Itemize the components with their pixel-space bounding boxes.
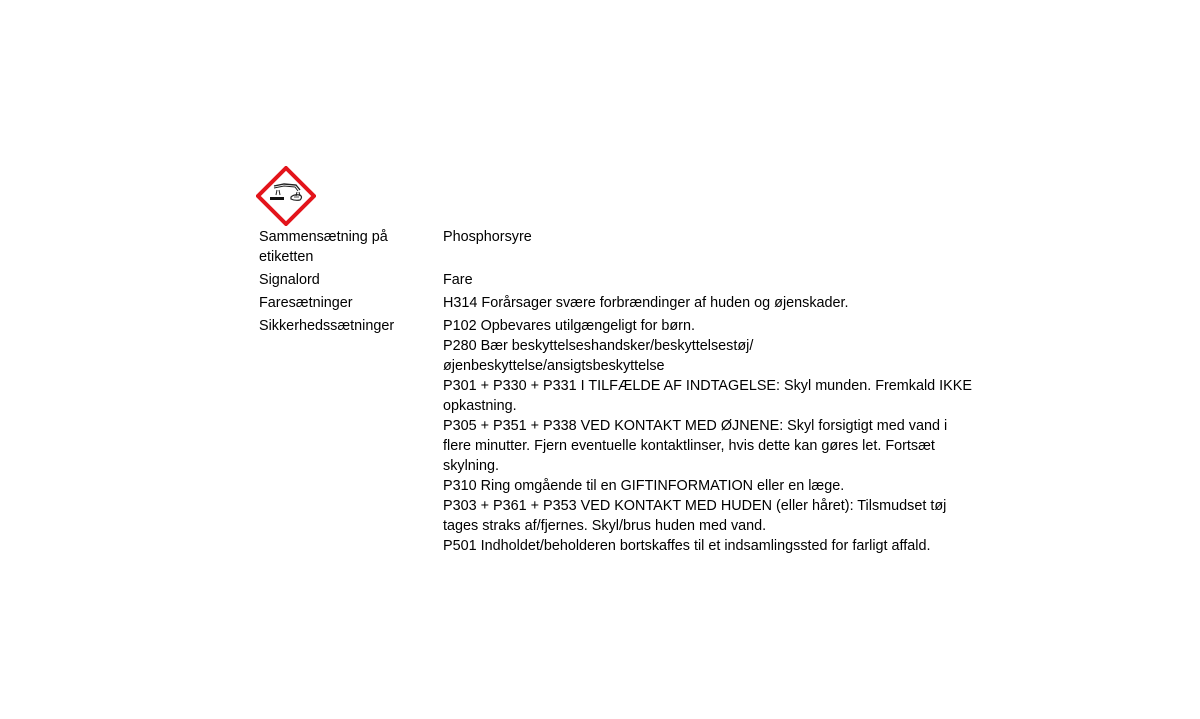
signal-word-value: Fare [443,272,473,288]
label-precautionary-statements: Sikkerhedssætninger [259,318,395,334]
value-hazard-statements [443,293,979,313]
corrosion-pictogram [256,166,316,226]
row-signal-word [259,270,979,290]
hazard-statement: H314 Forårsager svære forbrændinger af huden og øjenskader. [443,295,849,311]
value-composition [443,227,979,267]
value-signal-word [443,270,979,290]
precautionary-statement-p102: P102 Opbevares utilgængeligt for børn. [443,318,695,334]
precautionary-statement-p501: P501 Indholdet/beholderen bortskaffes til et indsamlingssted for farligt affald. [443,538,931,554]
composition-value: Phosphorsyre [443,229,532,245]
precautionary-statement-p310: P310 Ring omgående til en GIFTINFORMATION eller en læge. [443,478,845,494]
precautionary-statement-p305: P305 + P351 + P338 VED KONTAKT MED ØJNENE: Skyl forsigtigt med vand i flere minutter. Fjern eventuelle kontaktlinser, hvis dette kan gøres let. Fortsæt skylning. [443,418,948,474]
precautionary-statement-p280: P280 Bær beskyttelseshandsker/beskyttelsestøj/ øjenbeskyttelse/ansigtsbeskyttelse [443,338,754,374]
label-elements-table [259,227,979,559]
value-precautionary-statements [443,316,979,556]
row-precautionary-statements [259,316,979,556]
label-signal-word: Signalord [259,272,320,288]
corrosion-icon [256,166,316,226]
row-hazard-statements [259,293,979,313]
label-hazard-statements: Faresætninger [259,295,353,311]
precautionary-statement-p303: P303 + P361 + P353 VED KONTAKT MED HUDEN (eller håret): Tilsmudset tøj tages straks af/fjernes. Skyl/brus huden med vand. [443,498,947,534]
label-composition: Sammensætning på etiketten [259,229,388,265]
precautionary-statement-p301: P301 + P330 + P331 I TILFÆLDE AF INDTAGELSE: Skyl munden. Fremkald IKKE opkastning. [443,378,972,414]
row-composition [259,227,979,267]
